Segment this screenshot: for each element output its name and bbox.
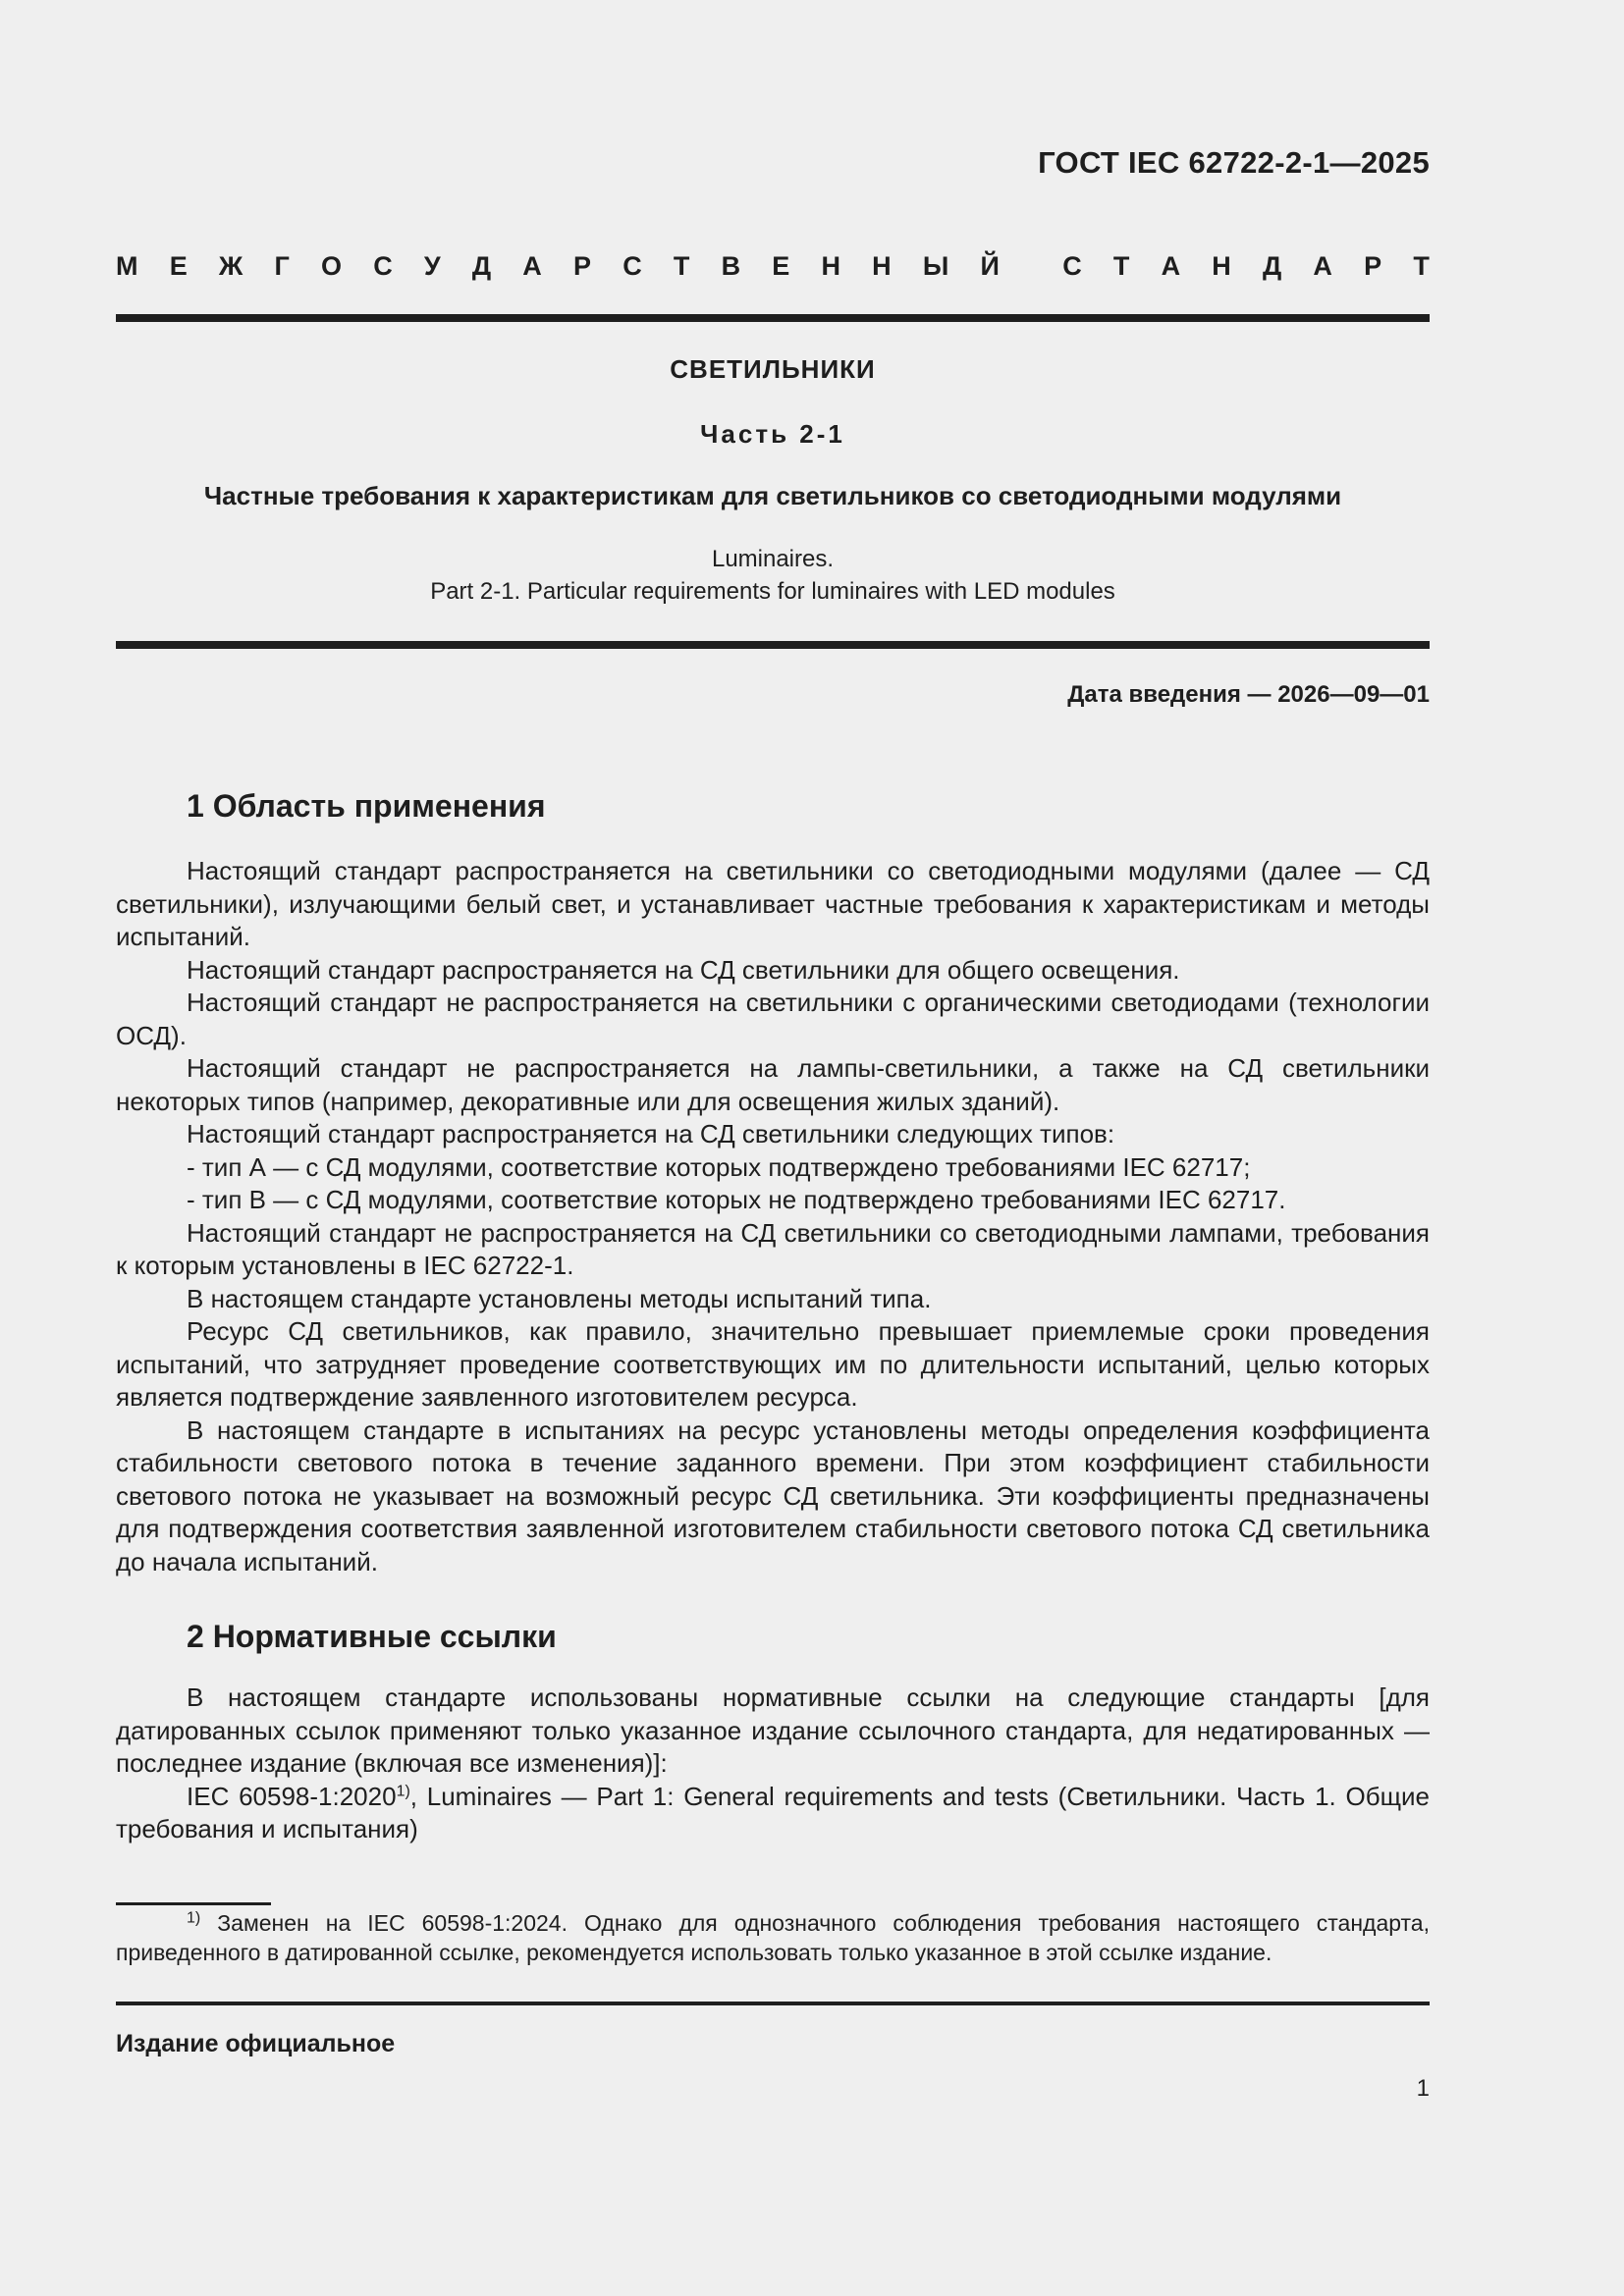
paragraph: Настоящий стандарт не распространяется на лампы-светильники, а также на СД светильники некоторых типов (например, декоративные или для освещения жилых зданий).: [116, 1053, 1430, 1116]
document-number: ГОСТ IEC 62722-2-1—2025: [1038, 145, 1430, 180]
paragraph: В настоящем стандарте в испытаниях на ресурс установлены методы определения коэффициента стабильности светового потока в течение заданного времени. При этом коэффициент стабильности светового потока не указывает на возможный ресурс СД светильника. Эти коэффициенты предназначены для подтверждения соответствия заявленной изготовителем стабильности светового потока СД светильника до начала испытаний.: [116, 1415, 1430, 1576]
interstate-standard-heading: [116, 251, 1430, 282]
paragraph: Настоящий стандарт не распространяется на СД светильники со светодиодными лампами, требования к которым установлены в IEC 62722-1.: [116, 1217, 1430, 1280]
section-2-body: [116, 1682, 1430, 1846]
heading-letter: Р: [1364, 251, 1382, 281]
footnote-rule: [116, 1902, 271, 1905]
reference-title: , Luminaires — Part 1: General requirements and tests (Светильники. Часть 1. Общие требования и испытания): [116, 1781, 1430, 1843]
footnote-text: Заменен на IEC 60598-1:2024. Однако для однозначного соблюдения требования настоящего стандарта, приведенного в датированной ссылке, рекомендуется использовать только указанное в этой ссылке издание.: [116, 1910, 1430, 1965]
heading-letter: У: [423, 251, 441, 281]
footnote: [116, 1908, 1430, 1967]
heading-letter: О: [320, 251, 342, 281]
footnote-marker[interactable]: 1): [396, 1782, 410, 1799]
section-1-title: 1 Область применения: [187, 788, 546, 824]
heading-letter: М: [116, 251, 138, 281]
heading-letter: Ж: [218, 251, 244, 281]
heading-letter: С: [1062, 251, 1082, 281]
introduction-date: Дата введения — 2026—09—01: [1067, 681, 1430, 708]
heading-letter: С: [623, 251, 642, 281]
list-item: - тип В — с СД модулями, соответствие которых не подтверждено требованиями IEC 62717.: [187, 1185, 1286, 1214]
paragraph: Ресурс СД светильников, как правило, значительно превышает приемлемые сроки проведения испытаний, что затрудняет проведение соответствующих им по длительности испытаний, целью которых является подтверждение заявленного изготовителем ресурса.: [116, 1316, 1430, 1412]
heading-letter: Ы: [922, 251, 949, 281]
section-1-body: [116, 855, 1430, 1578]
heading-letter: Д: [471, 251, 492, 281]
normative-reference: [116, 1781, 1430, 1846]
document-subtitle: Частные требования к характеристикам для светильников со светодиодными модулями: [203, 481, 1342, 510]
paragraph: В настоящем стандарте установлены методы испытаний типа.: [187, 1283, 932, 1313]
title-rule: [116, 641, 1430, 649]
heading-letter: Й: [980, 251, 1000, 281]
official-edition-label: Издание официальное: [116, 2030, 396, 2057]
footnote-mark: 1): [187, 1909, 201, 1927]
list-item: - тип А — с СД модулями, соответствие которых подтверждено требованиями IEC 62717;: [187, 1151, 1251, 1182]
heading-letter: Е: [772, 251, 790, 281]
footer-rule: [116, 2002, 1430, 2005]
paragraph: Настоящий стандарт распространяется на светильники со светодиодными модулями (далее — СД светильники), излучающими белый свет, и устанавливает частные требования к характеристикам и методы испытаний.: [116, 856, 1430, 951]
heading-letter: Г: [274, 251, 290, 281]
paragraph: Настоящий стандарт распространяется на СД светильники для общего освещения.: [187, 954, 1180, 985]
header-rule: [116, 314, 1430, 322]
paragraph: В настоящем стандарте использованы нормативные ссылки на следующие стандарты [для датированных ссылок применяют только указанное издание ссылочного стандарта, для недатированных — последнее издание (включая все изменения)]:: [116, 1682, 1430, 1778]
heading-letter: В: [721, 251, 741, 281]
reference-code: IEC 60598-1:2020: [187, 1781, 397, 1811]
english-title: [116, 543, 1430, 608]
heading-letter: А: [522, 251, 542, 281]
heading-letter: Т: [1413, 251, 1430, 281]
heading-letter: Т: [673, 251, 690, 281]
paragraph: Настоящий стандарт распространяется на СД светильники следующих типов:: [187, 1119, 1115, 1148]
document-title: СВЕТИЛЬНИКИ: [670, 354, 876, 384]
heading-letter: А: [1313, 251, 1332, 281]
section-2-title: 2 Нормативные ссылки: [187, 1619, 557, 1654]
heading-letter: Р: [572, 251, 591, 281]
english-title-line: Luminaires.: [711, 546, 835, 572]
document-part: Часть 2-1: [700, 419, 845, 449]
paragraph: Настоящий стандарт не распространяется на светильники с органическими светодиодами (технологии ОСД).: [116, 988, 1430, 1050]
heading-letter: Д: [1262, 251, 1282, 281]
heading-letter: С: [373, 251, 393, 281]
heading-letter: Н: [1212, 251, 1231, 281]
heading-letter: А: [1161, 251, 1181, 281]
heading-letter: Т: [1112, 251, 1130, 281]
heading-letter: Н: [872, 251, 892, 281]
page-number: 1: [1416, 2075, 1430, 2102]
english-title-line: Part 2-1. Particular requirements for luminaires with LED modules: [430, 578, 1115, 605]
heading-letter: Н: [821, 251, 840, 281]
heading-letter: Е: [169, 251, 188, 281]
document-page: [116, 0, 1430, 2296]
